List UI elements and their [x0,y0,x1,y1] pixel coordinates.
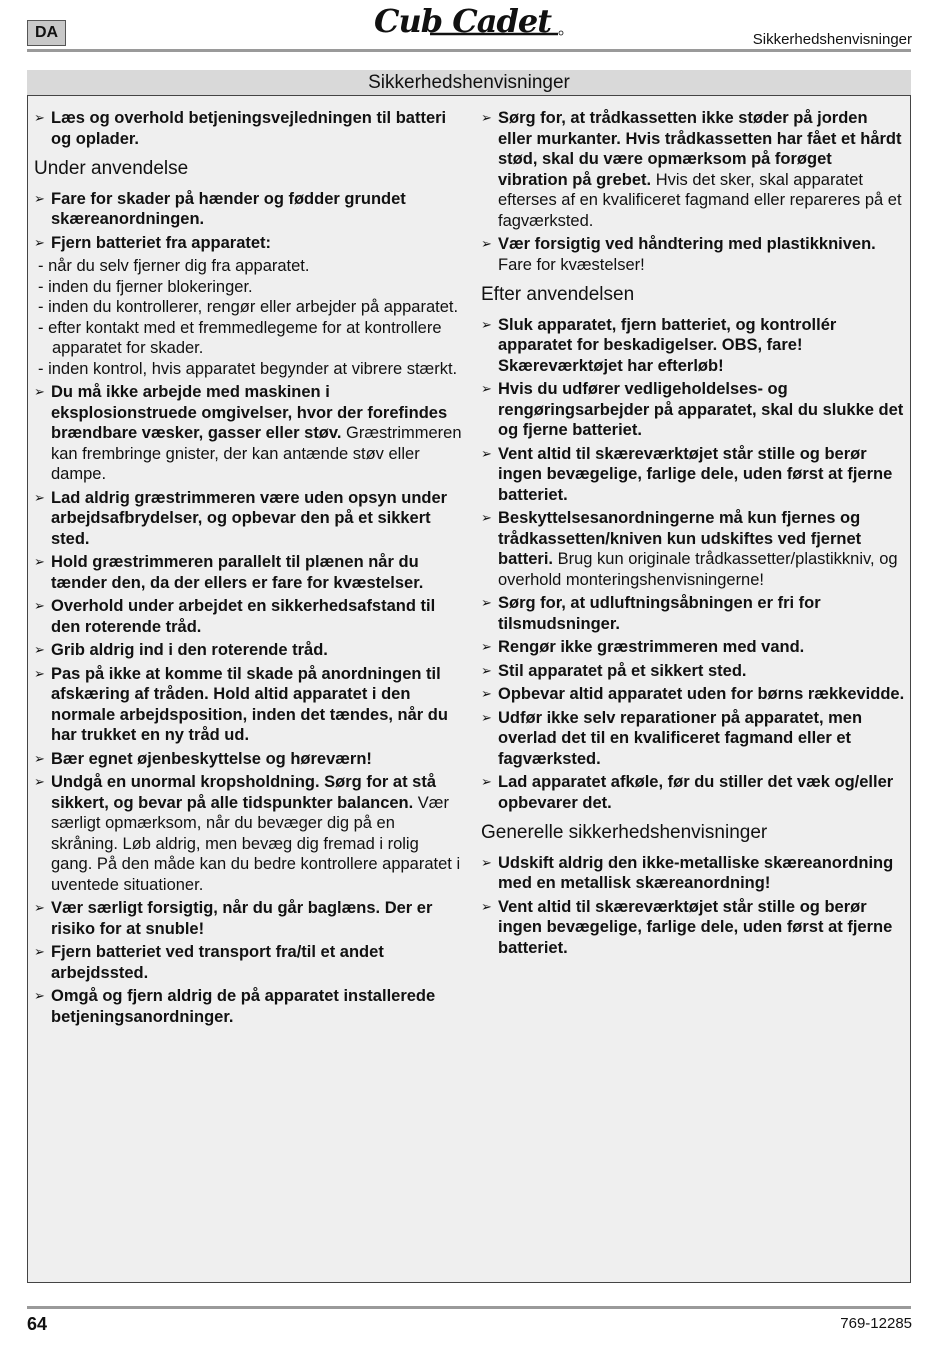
list-item: ➢ Vent altid til skæreværktøjet står stille og berør ingen bevægelige, farlige dele, uden først at fjerne batteriet. [481,444,893,504]
arrow-bullet-icon: ➢ [481,774,492,789]
arrow-bullet-icon: ➢ [481,854,492,870]
list-item: ➢ Overhold under arbejdet en sikkerhedsafstand til den roterende tråd. [34,597,436,636]
sub-list-item: - inden du fjerner blokeringer. [38,277,253,296]
list-item: ➢ Sørg for, at udluftningsåbningen er fri for tilsmudsninger. [481,594,821,633]
list-item: ➢ Fare for skader på hænder og fødder grundet skæreanordningen. [34,189,406,228]
section-title: Sikkerhedshenvisninger [27,70,911,96]
list-item: ➢ Hvis du udfører vedligeholdelses- og rengøringsarbejder på apparatet, skal du slukke det og fjerne batteriet. [481,380,904,439]
arrow-bullet-icon: ➢ [481,898,492,914]
list-item: ➢ Udfør ikke selv reparationer på apparatet, men overlad det til en kvalificeret fagmand eller et fagværksted. [481,708,863,768]
list-item: ➢ Undgå en unormal kropsholdning. Sørg for at stå sikkert, og bevar på alle tidspunkter balancen. Vær særligt opmærksom, når du bevæger dig på en skråning. Løb aldrig, men bevæg dig fremad i rolig gang. På den måde kan du bedre kontrollere apparatet i uventede situationer. [34,773,461,894]
arrow-bullet-icon: ➢ [34,665,45,681]
subheading-general-safety: Generelle sikkerhedshenvisninger [481,822,768,843]
list-item: ➢ Sørg for, at trådkassetten ikke støder på jorden eller murkanter. Hvis trådkassetten har fået et hårdt stød, skal du være opmærksom på forøget vibration på grebet. Hvis det sker, skal apparatet efterses af en kvalificeret fagmand eller repareres på et fagværksted. [481,109,902,230]
language-badge: DA [27,20,66,46]
arrow-bullet-icon: ➢ [34,384,45,399]
list-item: ➢ Bær egnet øjenbeskyttelse og høreværn! [34,749,372,768]
arrow-bullet-icon: ➢ [34,750,45,766]
list-item: ➢ Beskyttelsesanordningerne må kun fjernes og trådkassetten/kniven kun udskiftes ved fjernet batteri. Brug kun originale trådkassetter/plastikkniv, og overhold monteringshenvisningerne! [481,509,898,589]
list-item: ➢ Vær forsigtig ved håndtering med plastikkniven. Fare for kvæstelser! [481,235,876,274]
list-item: ➢ Læs og overhold betjeningsvejledningen til batteri og oplader. [34,109,447,148]
arrow-bullet-icon: ➢ [34,554,45,569]
arrow-bullet-icon: ➢ [34,774,45,789]
arrow-bullet-icon: ➢ [34,110,45,125]
arrow-bullet-icon: ➢ [34,900,45,915]
footer-divider [27,1306,911,1309]
arrow-bullet-icon: ➢ [481,445,492,461]
list-item: ➢ Du må ikke arbejde med maskinen i eksplosionstruede omgivelser, hvor der forefindes brændbare væsker, gasser eller støv. Græstrimmeren kan frembringe gnister, der kan antænde støv eller dampe. [34,383,462,483]
header-section-label: Sikkerhedshenvisninger [752,31,912,48]
list-item: ➢ Omgå og fjern aldrig de på apparatet installerede betjeningsanordninger. [34,987,436,1026]
sub-list-item: - efter kontakt med et fremmedlegeme for at kontrollere apparatet for skader. [38,318,442,357]
arrow-bullet-icon: ➢ [481,686,492,701]
list-item: ➢ Lad apparatet afkøle, før du stiller det væk og/eller opbevarer det. [481,773,894,812]
list-item: ➢ Pas på ikke at komme til skade på anordningen til afskæring af tråden. Hold altid apparatet i den normale arbejdsposition, inden det tændes, når du har trukket en ny tråd ud. [34,664,448,744]
right-column [481,108,905,961]
list-item: ➢ Fjern batteriet ved transport fra/til et andet arbejdssted. [34,943,384,982]
arrow-bullet-icon: ➢ [34,190,45,206]
list-item: ➢ Vær særligt forsigtig, når du går baglæns. Der er risiko for at snuble! [34,899,433,938]
list-item: ➢ Udskift aldrig den ikke-metalliske skæreanordning med en metallisk skæreanordning! [481,853,894,892]
document-code: 769-12285 [840,1315,912,1332]
arrow-bullet-icon: ➢ [481,510,492,525]
arrow-bullet-icon: ➢ [481,381,492,396]
arrow-bullet-icon: ➢ [481,639,492,654]
list-item: ➢ Vent altid til skæreværktøjet står stille og berør ingen bevægelige, farlige dele, uden først at fjerne batteriet. [481,897,893,957]
list-item: ➢ Hold græstrimmeren parallelt til plænen når du tænder den, da der ellers er fare for kvæstelser. [34,553,424,592]
arrow-bullet-icon: ➢ [481,236,492,251]
sub-list-item: - når du selv fjerner dig fra apparatet. [38,257,310,275]
sub-list-item: - inden kontrol, hvis apparatet begynder at vibrere stærkt. [38,359,458,378]
content-panel [27,96,911,1283]
arrow-bullet-icon: ➢ [34,944,45,959]
list-item: ➢ Stil apparatet på et sikkert sted. [481,661,747,680]
arrow-bullet-icon: ➢ [34,598,45,613]
header-divider [27,49,911,52]
subheading-after-use: Efter anvendelsen [481,284,635,305]
arrow-bullet-icon: ➢ [34,489,45,505]
sub-list-item: - inden du kontrollerer, rengør eller arbejder på apparatet. [38,298,459,316]
list-item: ➢ Grib aldrig ind i den roterende tråd. [34,641,328,659]
arrow-bullet-icon: ➢ [34,234,45,250]
arrow-bullet-icon: ➢ [481,316,492,332]
logo-wordmark: Cub Cadet [374,2,551,40]
arrow-bullet-icon: ➢ [481,595,492,610]
list-item: ➢ Rengør ikke græstrimmeren med vand. [481,638,805,656]
list-item: ➢ Lad aldrig græstrimmeren være uden opsyn under arbejdsafbrydelser, og opbevar den på et sikkert sted. [34,488,448,548]
arrow-bullet-icon: ➢ [34,988,45,1003]
arrow-bullet-icon: ➢ [481,662,492,678]
list-item: ➢ Sluk apparatet, fjern batteriet, og kontrollér apparatet for beskadigelser. OBS, fare! Skæreværktøjet har efterløb! [481,315,837,375]
arrow-bullet-icon: ➢ [481,709,492,725]
page-number: 64 [27,1314,48,1334]
left-column [34,108,462,1030]
arrow-bullet-icon: ➢ [481,110,492,125]
list-item: ➢ Opbevar altid apparatet uden for børns rækkevidde. [481,685,905,703]
arrow-bullet-icon: ➢ [34,642,45,657]
list-item: ➢ Fjern batteriet fra apparatet: [34,233,272,252]
subheading-during-use: Under anvendelse [34,158,189,179]
cub-cadet-logo [372,2,568,42]
